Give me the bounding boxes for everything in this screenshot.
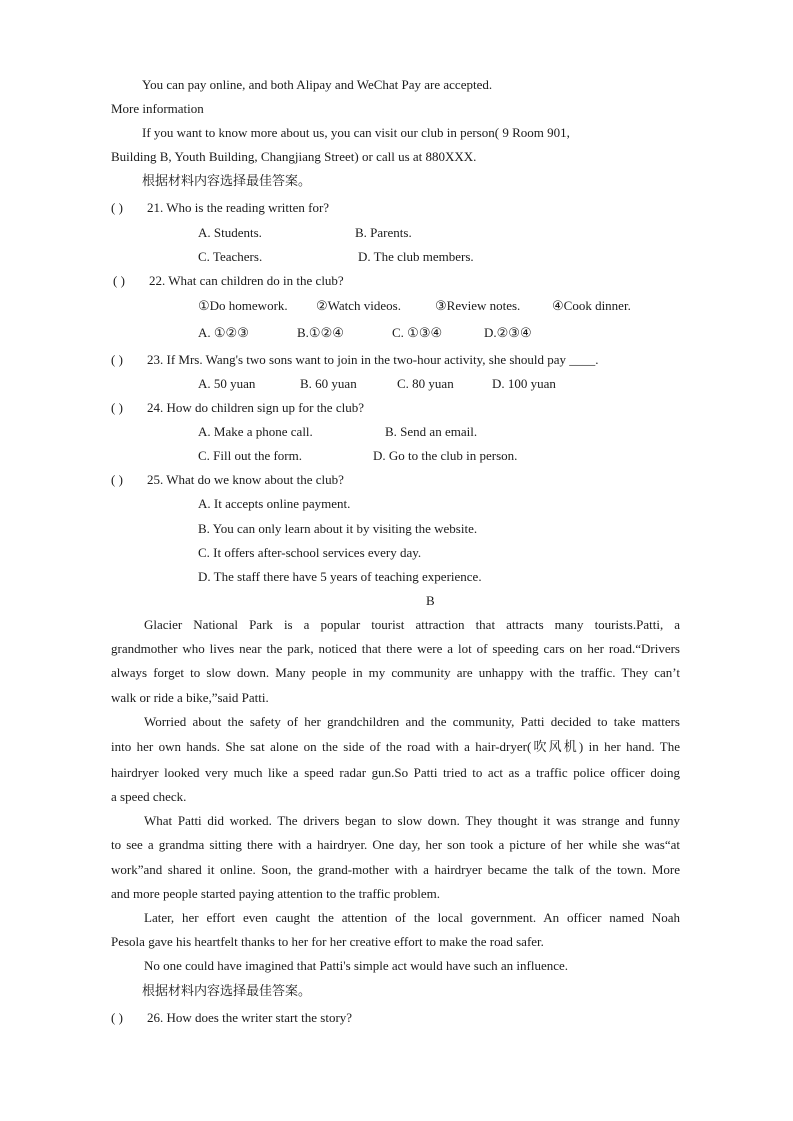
option-c: C. It offers after-school services every day.: [198, 545, 422, 560]
contact-line-2: Building B, Youth Building, Changjiang Street) or call us at 880XXX.: [111, 149, 477, 164]
answer-blank[interactable]: ( ): [111, 400, 123, 415]
question-21: [111, 200, 329, 216]
item-4: ④Cook dinner.: [552, 298, 631, 313]
more-info-heading: More information: [111, 101, 204, 116]
option-a: A. Students.: [198, 225, 262, 240]
passage-line: walk or ride a bike,”said Patti.: [111, 690, 269, 705]
passage-line: always forget to slow down. Many people in my community are unhappy with the traffic. They can’t: [111, 665, 680, 680]
contact-line-1: If you want to know more about us, you can visit our club in person( 9 Room 901,: [142, 125, 570, 140]
question-23: [111, 352, 599, 368]
passage-line: hairdryer looked very much like a speed radar gun.So Patti tried to act as a traffic police officer doing: [111, 765, 680, 780]
question-stem: 26. How does the writer start the story?: [147, 1010, 353, 1025]
passage-line: No one could have imagined that Patti's simple act would have such an influence.: [144, 958, 569, 973]
option-d: D. 100 yuan: [492, 376, 556, 391]
option-d: D. The staff there have 5 years of teaching experience.: [198, 569, 482, 584]
answer-blank[interactable]: ( ): [111, 472, 123, 487]
passage-line: Later, her effort even caught the attention of the local government. An officer named Noah: [144, 910, 680, 925]
passage-line: grandmother who lives near the park, noticed that there were a lot of speeding cars on her road.“Drivers: [111, 641, 680, 656]
instruction-a: 根据材料内容选择最佳答案。: [142, 174, 312, 189]
passage-line: Worried about the safety of her grandchildren and the community, Patti decided to take matters: [144, 714, 680, 729]
option-d: D.②③④: [484, 325, 532, 340]
question-stem: 23. If Mrs. Wang's two sons want to join in the two-hour activity, she should pay ____.: [147, 352, 599, 367]
question-stem: 22. What can children do in the club?: [149, 273, 344, 288]
passage-line: Glacier National Park is a popular tourist attraction that attracts many tourists.Patti, a: [144, 617, 680, 632]
option-c: C. Teachers.: [198, 249, 263, 264]
question-26: [111, 1010, 352, 1026]
section-b-label: B: [426, 593, 435, 608]
passage-line: to see a grandma sitting there with a hairdryer. One day, her son took a picture of her while she was“at: [111, 837, 680, 852]
option-b: B. Parents.: [355, 225, 412, 240]
answer-blank[interactable]: ( ): [113, 273, 125, 288]
item-2: ②Watch videos.: [316, 298, 401, 313]
answer-blank[interactable]: ( ): [111, 1010, 123, 1025]
option-b: B.①②④: [297, 325, 344, 340]
question-stem: 25. What do we know about the club?: [147, 472, 344, 487]
option-b: B. You can only learn about it by visiting the website.: [198, 521, 478, 536]
item-3: ③Review notes.: [435, 298, 521, 313]
option-c: C. ①③④: [392, 325, 443, 340]
answer-blank[interactable]: ( ): [111, 352, 123, 367]
question-24: [111, 400, 364, 416]
option-c: C. Fill out the form.: [198, 448, 302, 463]
passage-line: into her own hands. She sat alone on the side of the road with a hair-dryer(吹风机) in her hand. The: [111, 739, 680, 754]
option-a: A. Make a phone call.: [198, 424, 313, 439]
option-c: C. 80 yuan: [397, 376, 454, 391]
option-b: B. Send an email.: [385, 424, 478, 439]
option-a: A. It accepts online payment.: [198, 496, 351, 511]
passage-line: and more people started paying attention to the traffic problem.: [111, 886, 440, 901]
question-25: [111, 472, 344, 488]
passage-line: Pesola gave his heartfelt thanks to her for her creative effort to make the road safer.: [111, 934, 544, 949]
option-a: A. ①②③: [198, 325, 249, 340]
question-stem: 24. How do children sign up for the club?: [147, 400, 364, 415]
option-b: B. 60 yuan: [300, 376, 357, 391]
payment-line: You can pay online, and both Alipay and WeChat Pay are accepted.: [142, 77, 493, 92]
passage-line: What Patti did worked. The drivers began to slow down. They thought it was strange and funny: [144, 813, 680, 828]
item-1: ①Do homework.: [198, 298, 288, 313]
option-d: D. The club members.: [358, 249, 474, 264]
question-stem: 21. Who is the reading written for?: [147, 200, 330, 215]
question-22: [113, 273, 344, 289]
instruction-b: 根据材料内容选择最佳答案。: [142, 984, 312, 999]
passage-line: a speed check.: [111, 789, 187, 804]
option-d: D. Go to the club in person.: [373, 448, 518, 463]
answer-blank[interactable]: ( ): [111, 200, 123, 215]
passage-line: work”and shared it online. Soon, the grand-mother with a hairdryer became the talk of the town. More: [111, 862, 680, 877]
option-a: A. 50 yuan: [198, 376, 256, 391]
